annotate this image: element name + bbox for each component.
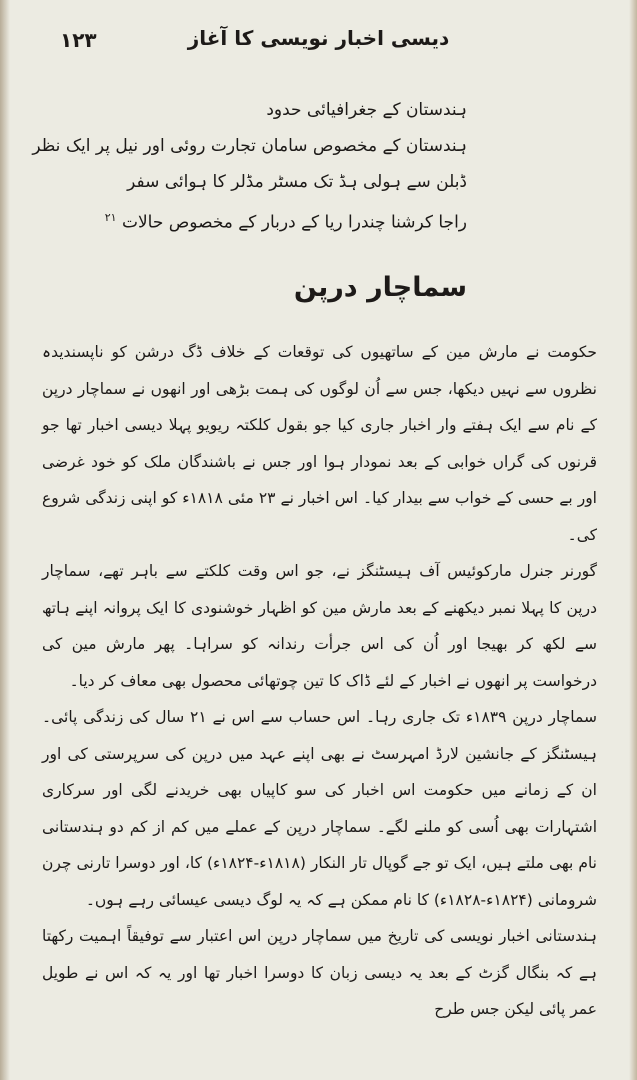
page-number: ۱۲۳ xyxy=(60,28,97,52)
page-header xyxy=(60,26,577,60)
paragraph: گورنر جنرل مارکوئیس آف ہیسٹنگز نے، جو اس وقت کلکتے سے باہر تھے، سماچار درپن کا پہلا نمبر دیکھنے کے بعد مارش مین کو اظہار خوشنودی کا ایک پروانہ اپنے ہاتھ سے لکھ کر بھیجا اور اُن کی اس جرأت رندانہ کو سراہا۔ پھر مارش مین کی درخواست پر انھوں نے اخبار کے لئے ڈاک کا تین چوتھائی محصول بھی معاف کر دیا۔ xyxy=(42,562,597,690)
contents-list xyxy=(32,92,467,241)
contents-item: ہندستان کے مخصوص سامان تجارت روئی اور نیل پر ایک نظر xyxy=(32,136,467,156)
body-text xyxy=(42,334,597,1028)
page-shadow-left xyxy=(0,0,10,1080)
section-heading: سماچار درپن xyxy=(293,272,467,303)
running-title: دیسی اخبار نویسی کا آغاز xyxy=(187,26,450,50)
contents-item: راجا کرشنا چندرا ریا کے دربار کے مخصوص حالات $^{۲۱}$ xyxy=(104,211,467,233)
contents-item: ڈبلن سے ہولی ہڈ تک مسٹر مڈلر کا ہوائی سفر xyxy=(127,172,467,192)
page-shadow-right xyxy=(629,0,637,1080)
contents-item: ہندستان کے جغرافیائی حدود xyxy=(266,100,467,120)
footnote-marker: ۲۱ xyxy=(104,211,117,224)
paragraph: سماچار درپن ۱۸۳۹ء تک جاری رہا۔ اس حساب سے اس نے ۲۱ سال کی زندگی پائی۔ ہیسٹنگز کے جانشین لارڈ امہرسٹ نے بھی اپنے عہد میں درپن کی سرپرستی کی اور ان کے زمانے میں حکومت اس اخبار کی سو کاپیاں بھی خریدنے لگی اور سرکاری اشتہارات بھی اُسی کو ملنے لگے۔ سماچار درپن کے عملے میں کم از کم دو ہندستانی نام بھی ملتے ہیں، ایک تو جے گوپال تار النکار (۱۸۱۸ء-۱۸۲۴ء) کا، اور دوسرا تارنی چرن شرومانی (۱۸۲۴ء-۱۸۲۸ء) کا نام ممکن ہے کہ یہ لوگ دیسی عیسائی رہے ہوں۔ xyxy=(42,708,598,909)
paragraph: حکومت نے مارش مین کے ساتھیوں کی توقعات کے خلاف ڈگ درشن کو ناپسندیدہ نظروں سے نہیں دیکھا، جس سے اُن لوگوں کی ہمت بڑھی اور انھوں نے سماچار درپن کے نام سے ایک ہفتے وار اخبار جاری کیا جو بقول کلکتہ ریویو پہلا دیسی اخبار تھا جو قرنوں کی گراں خوابی کے بعد نمودار ہوا اور جس نے باشندگان ملک کو خود غرضی اور بے حسی کے خواب سے بیدار کیا۔ اس اخبار نے ۲۳ مئی ۱۸۱۸ء کو اپنی زندگی شروع کی۔ xyxy=(42,343,597,544)
paragraph: ہندستانی اخبار نویسی کی تاریخ میں سماچار درپن اس اعتبار سے توفیقاً اہمیت رکھتا ہے کہ بنگال گزٹ کے بعد یہ دیسی زبان کا دوسرا اخبار تھا اور یہ کہ اس نے طویل عمر پائی لیکن جس طرح xyxy=(42,927,597,1018)
